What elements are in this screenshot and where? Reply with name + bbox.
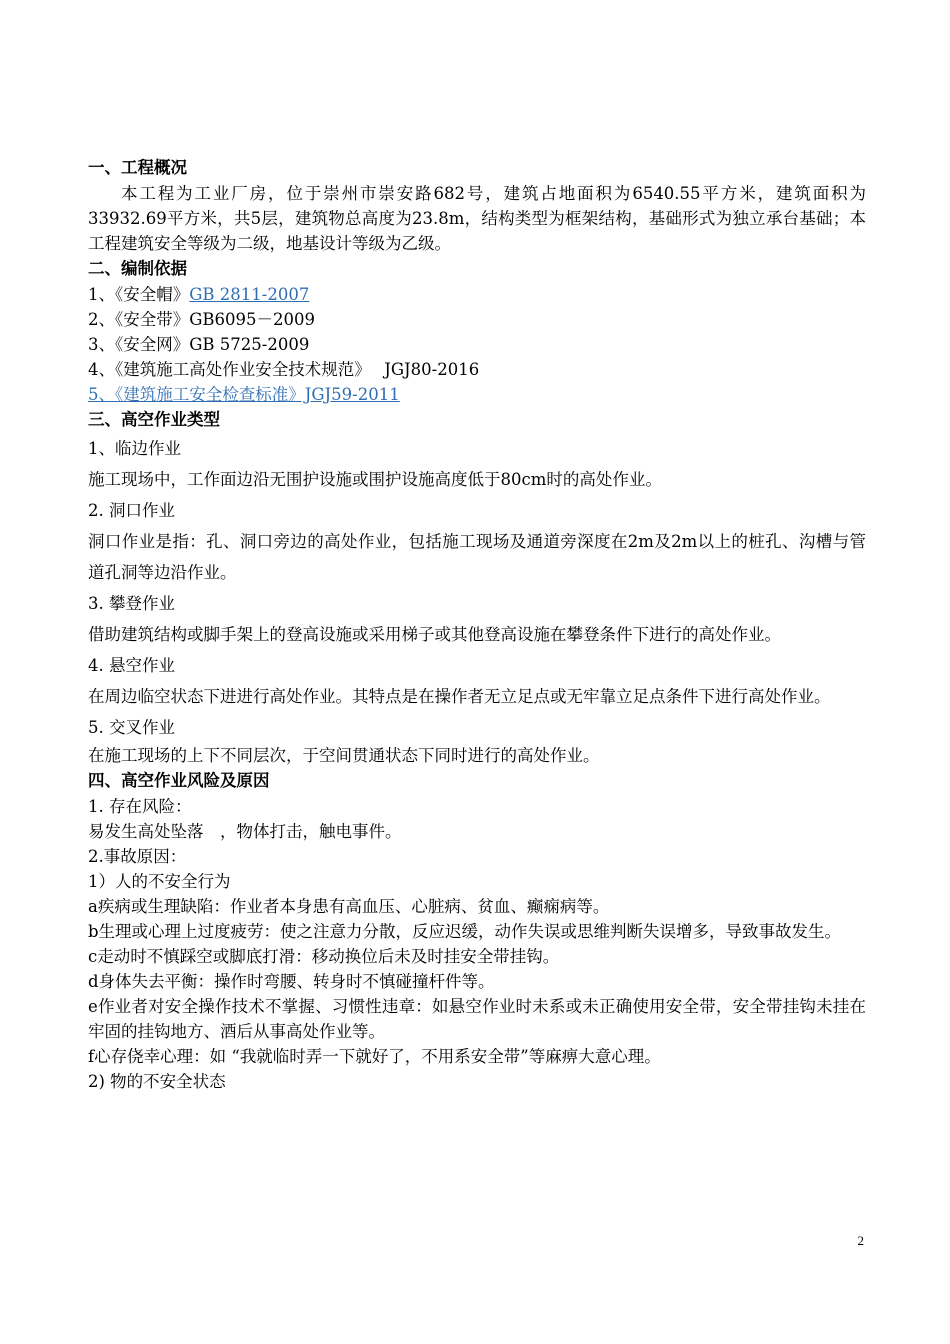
risk-item-e: e作业者对安全操作技术不掌握、习惯性违章：如悬空作业时未系或未正确使用安全带，安全带挂钩未挂在牢固的挂钩地方、酒后从事高处作业等。: [88, 997, 866, 1041]
risk-heading-2: 2.事故原因：: [88, 847, 187, 866]
type-5-title: 5. 交叉作业: [88, 718, 175, 737]
basis-item-5: [88, 382, 866, 407]
basis-item-1-label: 1、《安全帽》: [88, 285, 190, 304]
section-title-overview: 一、工程概况: [88, 158, 187, 177]
type-4-desc: 在周边临空状态下进进行高处作业。其特点是在操作者无立足点或无牢靠立足点条件下进行高处作业。: [88, 687, 831, 706]
type-2-title: 2. 洞口作业: [88, 501, 175, 520]
risk-desc-1: 易发生高处坠落 ，物体打击，触电事件。: [88, 822, 402, 841]
basis-item-5-prefix[interactable]: 5、《: [88, 385, 124, 404]
type-1-title: 1、临边作业: [88, 439, 181, 458]
document-body: [88, 155, 866, 1094]
section-title-types: 三、高空作业类型: [88, 410, 220, 429]
risk-item-a: a疾病或生理缺陷：作业者本身患有高血压、心脏病、贫血、癫痫病等。: [88, 897, 610, 916]
risk-item-f: f心存侥幸心理：如 “我就临时弄一下就好了，不用系安全带”等麻痹大意心理。: [88, 1047, 661, 1066]
section-title-risks: 四、高空作业风险及原因: [88, 771, 270, 790]
risk-item-b: b生理或心理上过度疲劳：使之注意力分散，反应迟缓，动作失误或思维判断失误增多，导致事故发生。: [88, 922, 842, 941]
type-3-desc: 借助建筑结构或脚手架上的登高设施或采用梯子或其他登高设施在攀登条件下进行的高处作业。: [88, 625, 781, 644]
overview-paragraph: 本工程为工业厂房，位于崇州市崇安路682号，建筑占地面积为6540.55平方米，建筑面积为33932.69平方米，共5层，建筑物总高度为23.8m，结构类型为框架结构，基础形式为独立承台基础；本工程建筑安全等级为二级，地基设计等级为乙级。: [88, 184, 866, 253]
basis-item-2: 2、《安全带》GB6095－2009: [88, 310, 316, 329]
type-1-desc: 施工现场中，工作面边沿无围护设施或围护设施高度低于80cm时的高处作业。: [88, 470, 662, 489]
risk-item-d: d身体失去平衡：操作时弯腰、转身时不慎碰撞杆件等。: [88, 972, 495, 991]
basis-item-4: 4、《建筑施工高处作业安全技术规范》 JGJ80-2016: [88, 360, 480, 379]
basis-item-1-link[interactable]: GB 2811-2007: [189, 285, 310, 304]
risk-heading-4: 2) 物的不安全状态: [88, 1072, 226, 1091]
page-number: 2: [857, 1233, 864, 1248]
section-title-basis: 二、编制依据: [88, 259, 187, 278]
type-5-desc: 在施工现场的上下不同层次，于空间贯通状态下同时进行的高处作业。: [88, 746, 600, 765]
type-2-desc: 洞口作业是指：孔、洞口旁边的高处作业，包括施工现场及通道旁深度在2m及2m以上的桩孔、沟槽与管道孔洞等边沿作业。: [88, 532, 866, 582]
type-3-title: 3. 攀登作业: [88, 594, 175, 613]
basis-item-1: [88, 282, 866, 307]
risk-heading-3: 1）人的不安全行为: [88, 872, 231, 891]
basis-item-5-link[interactable]: 建筑施工安全检查标准》JGJ59-2011: [123, 385, 400, 404]
type-4-title: 4. 悬空作业: [88, 656, 175, 675]
risk-item-c: c走动时不慎踩空或脚底打滑：移动换位后未及时挂安全带挂钩。: [88, 947, 560, 966]
basis-item-3: 3、《安全网》GB 5725-2009: [88, 335, 310, 354]
risk-heading-1: 1. 存在风险：: [88, 797, 192, 816]
